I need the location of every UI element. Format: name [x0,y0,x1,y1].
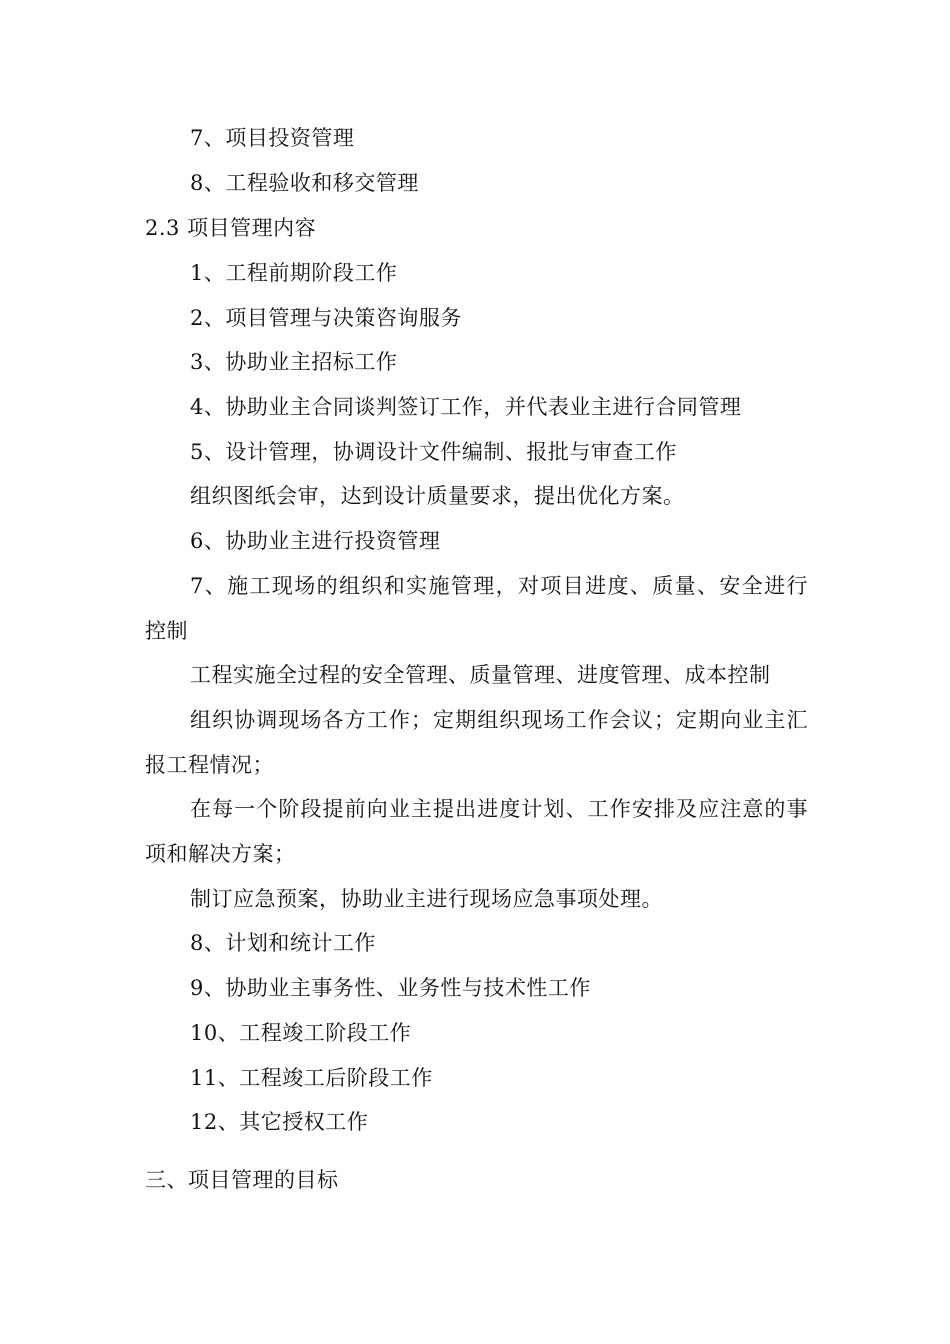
list-item: 5、设计管理，协调设计文件编制、报批与审查工作 [190,440,677,464]
list-item: 3、协助业主招标工作 [190,350,398,374]
list-item: 8、计划和统计工作 [190,931,376,955]
list-item: 8、工程验收和移交管理 [190,171,419,195]
paragraph-line: 项和解决方案； [145,842,296,866]
paragraph-line: 在每一个阶段提前向业主提出进度计划、工作安排及应注意的事 [190,797,808,821]
list-item: 1、工程前期阶段工作 [190,261,398,285]
paragraph-line: 控制 [145,619,188,643]
list-item: 6、协助业主进行投资管理 [190,529,441,553]
paragraph-line: 报工程情况； [145,753,274,777]
list-item: 9、协助业主事务性、业务性与技术性工作 [190,976,591,1000]
chapter-heading: 三、项目管理的目标 [145,1168,339,1192]
list-item: 2、项目管理与决策咨询服务 [190,306,462,330]
list-item: 11、工程竣工后阶段工作 [190,1066,433,1090]
section-heading: 2.3 项目管理内容 [145,216,317,240]
paragraph-line: 工程实施全过程的安全管理、质量管理、进度管理、成本控制 [190,663,771,687]
paragraph-line: 组织协调现场各方工作；定期组织现场工作会议；定期向业主汇 [190,708,808,732]
paragraph-line: 制订应急预案，协助业主进行现场应急事项处理。 [190,887,663,911]
list-item: 12、其它授权工作 [190,1110,369,1134]
list-item: 10、工程竣工阶段工作 [190,1021,412,1045]
list-item: 4、协助业主合同谈判签订工作，并代表业主进行合同管理 [190,395,742,419]
paragraph-line: 组织图纸会审，达到设计质量要求，提出优化方案。 [190,484,685,508]
list-item: 7、项目投资管理 [190,126,355,150]
list-item: 7、施工现场的组织和实施管理，对项目进度、质量、安全进行 [190,574,808,598]
